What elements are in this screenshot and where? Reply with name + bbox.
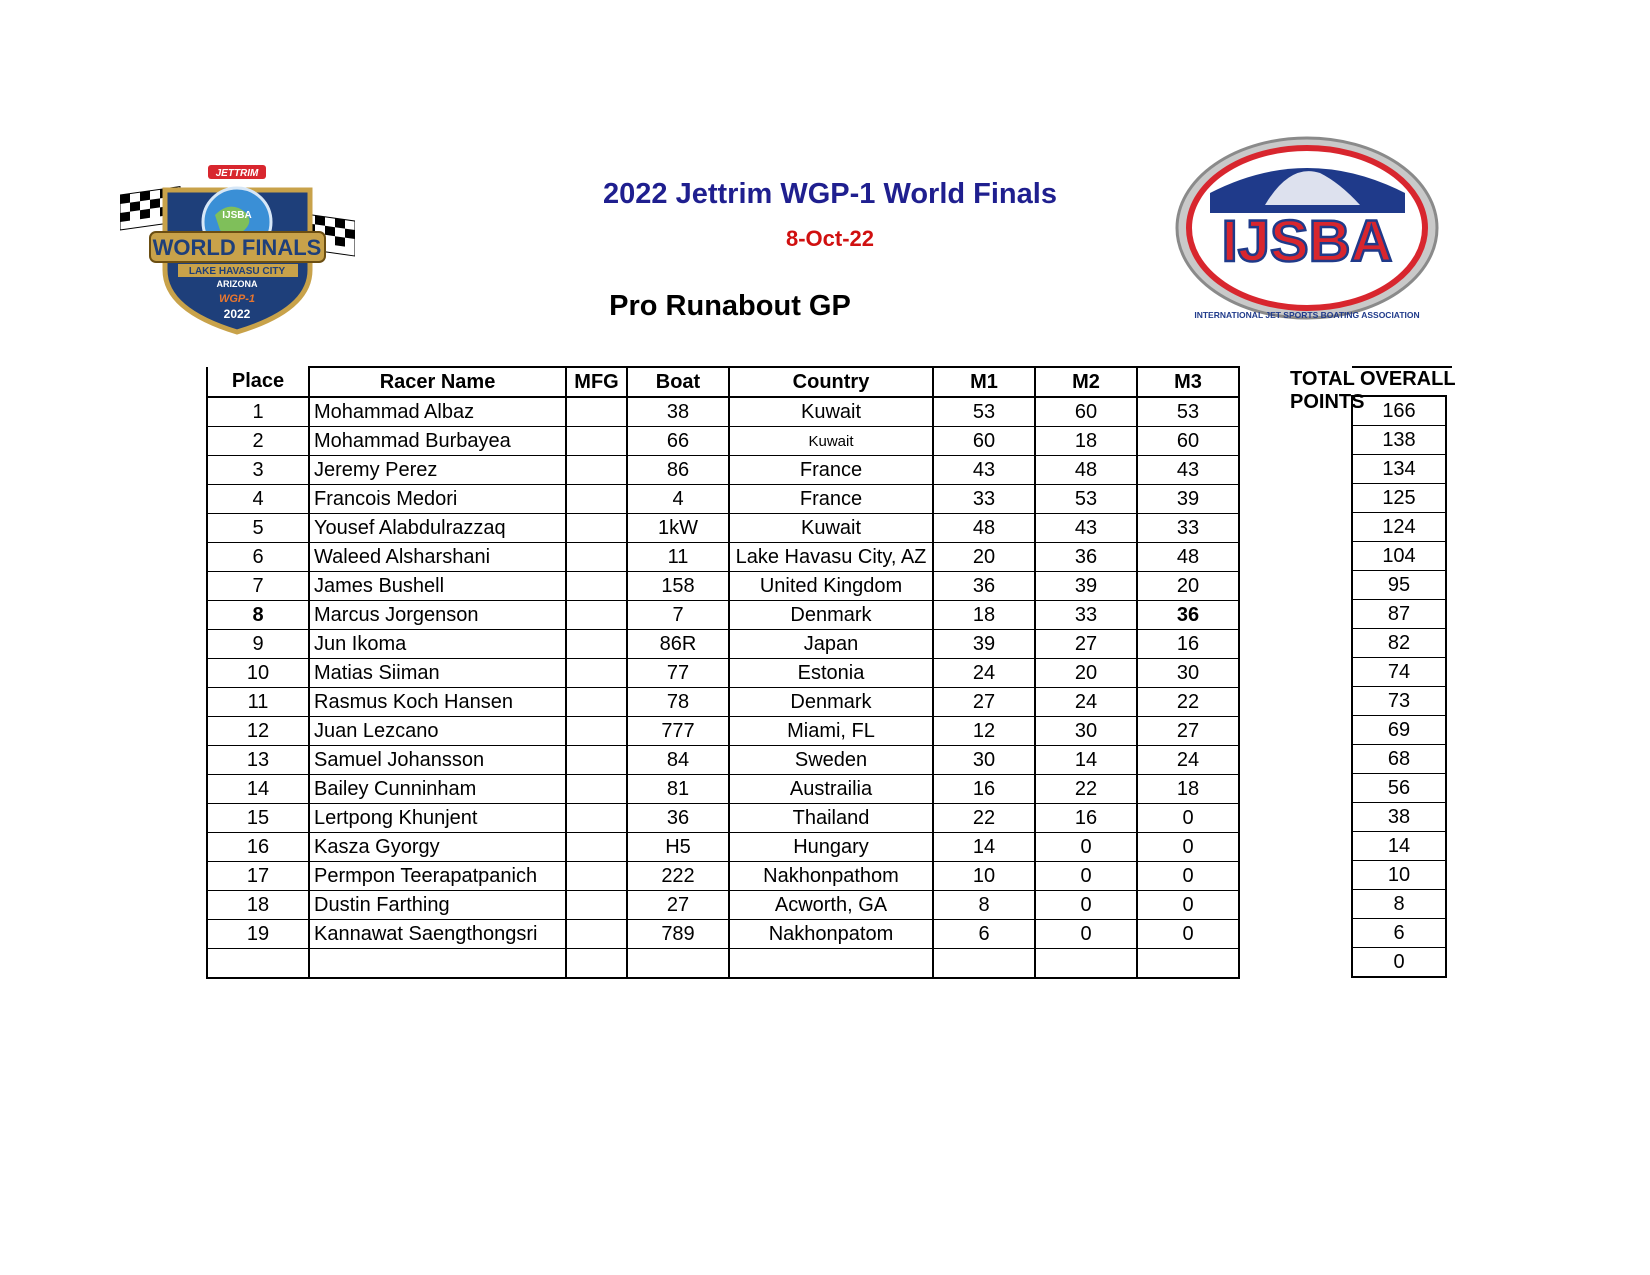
table-row [207,717,1239,746]
cell-m2: 20 [1035,659,1137,688]
table-row [207,485,1239,514]
cell-name: Juan Lezcano [309,717,566,746]
cell-mfg [566,543,627,572]
cell-m2 [1035,949,1137,979]
cell-m3: 20 [1137,572,1239,601]
cell-m3: 18 [1137,775,1239,804]
cell-m2: 36 [1035,543,1137,572]
cell-m1: 36 [933,572,1035,601]
cell-m1: 33 [933,485,1035,514]
total-row [1352,629,1446,658]
cell-m1: 48 [933,514,1035,543]
svg-text:2022: 2022 [223,307,251,321]
svg-text:WORLD FINALS: WORLD FINALS [152,235,322,260]
cell-m2: 53 [1035,485,1137,514]
total-row [1352,455,1446,484]
cell-m3: 33 [1137,514,1239,543]
cell-name: Lertpong Khunjent [309,804,566,833]
cell-country: Estonia [729,659,933,688]
cell-boat: 777 [627,717,729,746]
total-points-column [1351,395,1447,978]
svg-text:ARIZONA: ARIZONA [216,279,258,289]
total-row [1352,716,1446,745]
cell-total: 14 [1352,832,1446,861]
cell-m2: 0 [1035,833,1137,862]
cell-boat: 77 [627,659,729,688]
cell-mfg [566,485,627,514]
cell-country: Nakhonpathom [729,862,933,891]
cell-boat: 36 [627,804,729,833]
total-row [1352,832,1446,861]
cell-mfg [566,804,627,833]
ijsba-logo [1170,133,1445,333]
total-row [1352,745,1446,774]
cell-place: 2 [207,427,309,456]
cell-total: 73 [1352,687,1446,716]
cell-boat [627,949,729,979]
total-row [1352,426,1446,455]
cell-m3: 0 [1137,920,1239,949]
cell-m3: 0 [1137,862,1239,891]
total-row [1352,774,1446,803]
cell-total: 134 [1352,455,1446,484]
cell-country: Denmark [729,601,933,630]
cell-place: 1 [207,397,309,427]
cell-m2: 0 [1035,920,1137,949]
cell-place: 16 [207,833,309,862]
cell-total: 69 [1352,716,1446,745]
cell-m3: 22 [1137,688,1239,717]
cell-mfg [566,688,627,717]
cell-place: 7 [207,572,309,601]
table-row [207,746,1239,775]
col-header-country: Country [729,367,933,397]
total-row [1352,687,1446,716]
cell-name: Rasmus Koch Hansen [309,688,566,717]
col-header-place: Place [207,367,309,397]
svg-text:JETTRIM: JETTRIM [215,168,259,179]
cell-m1: 12 [933,717,1035,746]
cell-m2: 14 [1035,746,1137,775]
svg-text:LAKE HAVASU CITY: LAKE HAVASU CITY [188,266,286,277]
table-row [207,833,1239,862]
cell-total: 6 [1352,919,1446,948]
total-row [1352,803,1446,832]
cell-mfg [566,775,627,804]
svg-text:IJSBA: IJSBA [1221,209,1393,274]
table-row [207,456,1239,485]
cell-m1: 53 [933,397,1035,427]
cell-m1: 30 [933,746,1035,775]
cell-name [309,949,566,979]
cell-m1: 43 [933,456,1035,485]
cell-place: 12 [207,717,309,746]
cell-name: Mohammad Burbayea [309,427,566,456]
cell-mfg [566,746,627,775]
cell-place: 11 [207,688,309,717]
total-row [1352,600,1446,629]
cell-total: 87 [1352,600,1446,629]
cell-m2: 16 [1035,804,1137,833]
cell-name: Matias Siiman [309,659,566,688]
table-row [207,514,1239,543]
table-row [207,572,1239,601]
cell-name: Francois Medori [309,485,566,514]
cell-country: Nakhonpatom [729,920,933,949]
table-row [207,949,1239,979]
cell-m1: 20 [933,543,1035,572]
col-header-m1: M1 [933,367,1035,397]
cell-boat: 81 [627,775,729,804]
cell-m3: 43 [1137,456,1239,485]
cell-boat: 84 [627,746,729,775]
cell-m2: 24 [1035,688,1137,717]
cell-place: 4 [207,485,309,514]
total-row [1352,919,1446,948]
event-class-title: Pro Runabout GP [609,290,851,322]
cell-mfg [566,717,627,746]
cell-total: 8 [1352,890,1446,919]
cell-boat: 38 [627,397,729,427]
cell-country: Hungary [729,833,933,862]
cell-boat: 4 [627,485,729,514]
results-table [206,366,1240,979]
cell-boat: 66 [627,427,729,456]
cell-m3: 0 [1137,891,1239,920]
cell-m3 [1137,949,1239,979]
table-row [207,543,1239,572]
table-header-row [207,367,1239,397]
cell-country: France [729,485,933,514]
cell-m2: 48 [1035,456,1137,485]
total-row [1352,396,1446,426]
total-row [1352,542,1446,571]
event-date: 8-Oct-22 [785,226,875,251]
cell-m1: 14 [933,833,1035,862]
cell-m3: 0 [1137,833,1239,862]
cell-place [207,949,309,979]
table-row [207,804,1239,833]
cell-name: Kasza Gyorgy [309,833,566,862]
table-row [207,775,1239,804]
cell-m3: 24 [1137,746,1239,775]
cell-total: 124 [1352,513,1446,542]
cell-place: 14 [207,775,309,804]
cell-name: Bailey Cunninham [309,775,566,804]
cell-name: Jeremy Perez [309,456,566,485]
cell-boat: 7 [627,601,729,630]
cell-name: Permpon Teerapatpanich [309,862,566,891]
col-header-racer-name: Racer Name [309,367,566,397]
cell-country: Japan [729,630,933,659]
cell-total: 38 [1352,803,1446,832]
cell-m2: 22 [1035,775,1137,804]
cell-m1 [933,949,1035,979]
cell-m1: 6 [933,920,1035,949]
cell-mfg [566,833,627,862]
cell-mfg [566,397,627,427]
table-row [207,601,1239,630]
cell-boat: 222 [627,862,729,891]
svg-text:IJSBA: IJSBA [222,210,252,221]
cell-mfg [566,572,627,601]
table-row [207,891,1239,920]
svg-text:WGP-1: WGP-1 [218,293,256,305]
cell-total: 0 [1352,948,1446,978]
cell-total: 138 [1352,426,1446,455]
cell-name: Mohammad Albaz [309,397,566,427]
cell-place: 3 [207,456,309,485]
cell-m3: 36 [1137,601,1239,630]
cell-mfg [566,862,627,891]
cell-m3: 0 [1137,804,1239,833]
cell-m3: 27 [1137,717,1239,746]
cell-place: 18 [207,891,309,920]
cell-country: United Kingdom [729,572,933,601]
svg-text:INTERNATIONAL JET SPORTS BOATI: INTERNATIONAL JET SPORTS BOATING ASSOCIATION [1194,310,1420,320]
cell-country [729,949,933,979]
cell-mfg [566,601,627,630]
cell-place: 5 [207,514,309,543]
cell-name: Marcus Jorgenson [309,601,566,630]
table-row [207,920,1239,949]
cell-m2: 39 [1035,572,1137,601]
table-row [207,688,1239,717]
cell-boat: 86 [627,456,729,485]
cell-total: 95 [1352,571,1446,600]
cell-m2: 60 [1035,397,1137,427]
cell-place: 10 [207,659,309,688]
cell-mfg [566,949,627,979]
cell-m2: 27 [1035,630,1137,659]
cell-m1: 22 [933,804,1035,833]
total-row [1352,861,1446,890]
cell-place: 15 [207,804,309,833]
table-row [207,397,1239,427]
cell-m2: 43 [1035,514,1137,543]
cell-name: Waleed Alsharshani [309,543,566,572]
cell-m1: 39 [933,630,1035,659]
cell-mfg [566,920,627,949]
cell-total: 10 [1352,861,1446,890]
total-row [1352,948,1446,978]
cell-name: James Bushell [309,572,566,601]
cell-total: 104 [1352,542,1446,571]
cell-boat: 789 [627,920,729,949]
cell-country: Kuwait [729,397,933,427]
col-header-mfg: MFG [566,367,627,397]
cell-m1: 16 [933,775,1035,804]
cell-country: Kuwait [729,427,933,456]
table-row [207,427,1239,456]
world-finals-logo [120,160,355,335]
cell-place: 8 [207,601,309,630]
cell-m1: 27 [933,688,1035,717]
col-header-boat: Boat [627,367,729,397]
cell-m2: 0 [1035,862,1137,891]
cell-boat: 78 [627,688,729,717]
cell-country: Kuwait [729,514,933,543]
cell-boat: 158 [627,572,729,601]
total-row [1352,571,1446,600]
cell-m3: 53 [1137,397,1239,427]
table-row [207,630,1239,659]
cell-mfg [566,514,627,543]
table-row [207,659,1239,688]
cell-name: Dustin Farthing [309,891,566,920]
cell-mfg [566,456,627,485]
cell-m1: 10 [933,862,1035,891]
cell-m1: 24 [933,659,1035,688]
cell-m3: 16 [1137,630,1239,659]
total-row [1352,890,1446,919]
cell-mfg [566,630,627,659]
cell-boat: 11 [627,543,729,572]
total-row [1352,484,1446,513]
cell-total: 166 [1352,396,1446,426]
cell-country: Lake Havasu City, AZ [729,543,933,572]
cell-boat: 1kW [627,514,729,543]
cell-boat: H5 [627,833,729,862]
cell-mfg [566,891,627,920]
cell-country: Acworth, GA [729,891,933,920]
cell-place: 17 [207,862,309,891]
cell-m2: 18 [1035,427,1137,456]
cell-mfg [566,427,627,456]
cell-total: 56 [1352,774,1446,803]
col-header-m2: M2 [1035,367,1137,397]
cell-place: 9 [207,630,309,659]
cell-mfg [566,659,627,688]
cell-m3: 48 [1137,543,1239,572]
cell-m3: 30 [1137,659,1239,688]
cell-country: France [729,456,933,485]
cell-boat: 86R [627,630,729,659]
cell-total: 82 [1352,629,1446,658]
cell-name: Yousef Alabdulrazzaq [309,514,566,543]
page-title: 2022 Jettrim WGP-1 World Finals [603,178,1057,210]
total-row [1352,658,1446,687]
cell-m3: 39 [1137,485,1239,514]
table-row [207,862,1239,891]
total-row [1352,513,1446,542]
cell-country: Denmark [729,688,933,717]
cell-total: 68 [1352,745,1446,774]
cell-name: Samuel Johansson [309,746,566,775]
cell-m1: 8 [933,891,1035,920]
cell-m1: 18 [933,601,1035,630]
cell-total: 125 [1352,484,1446,513]
cell-name: Kannawat Saengthongsri [309,920,566,949]
cell-country: Sweden [729,746,933,775]
cell-country: Thailand [729,804,933,833]
cell-m2: 0 [1035,891,1137,920]
cell-place: 19 [207,920,309,949]
cell-m3: 60 [1137,427,1239,456]
cell-country: Austrailia [729,775,933,804]
cell-place: 13 [207,746,309,775]
cell-boat: 27 [627,891,729,920]
cell-m2: 33 [1035,601,1137,630]
col-header-m3: M3 [1137,367,1239,397]
cell-name: Jun Ikoma [309,630,566,659]
cell-m1: 60 [933,427,1035,456]
col-header-total-points: TOTAL OVERALL POINTS [1290,368,1456,413]
cell-m2: 30 [1035,717,1137,746]
cell-total: 74 [1352,658,1446,687]
cell-place: 6 [207,543,309,572]
cell-country: Miami, FL [729,717,933,746]
